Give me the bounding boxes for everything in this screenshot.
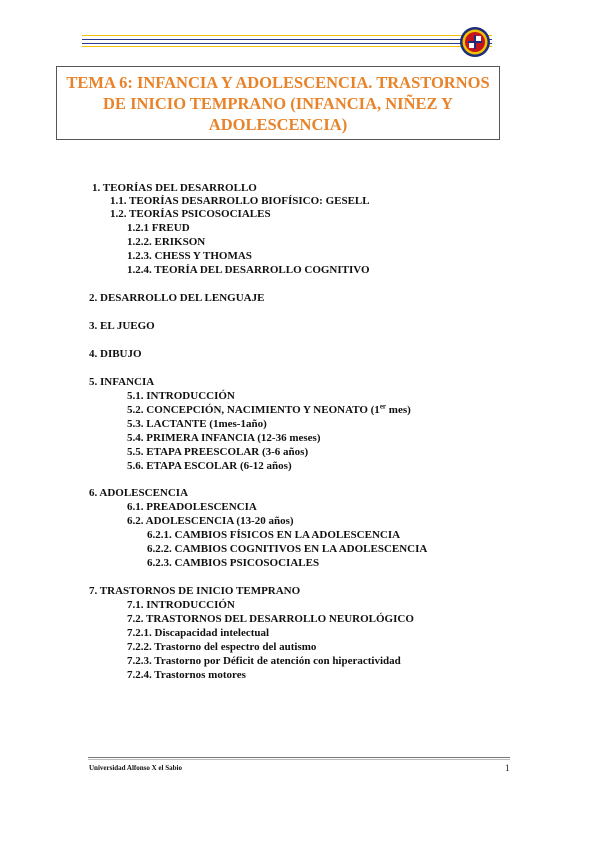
toc-item: 5.3. LACTANTE (1mes-1año) — [127, 418, 267, 430]
toc-item: 5.4. PRIMERA INFANCIA (12-36 meses) — [127, 432, 321, 444]
footer-university: Universidad Alfonso X el Sabio — [89, 764, 182, 772]
toc-item: 6.2.3. CAMBIOS PSICOSOCIALES — [147, 557, 320, 569]
toc-item: 1.2.3. CHESS Y THOMAS — [127, 250, 252, 262]
header-rules — [82, 35, 492, 49]
toc-item: 1.2. TEORÍAS PSICOSOCIALES — [110, 208, 271, 220]
toc-item: 6.1. PREADOLESCENCIA — [127, 501, 257, 513]
footer-rule — [88, 757, 510, 758]
toc-item: 5.5. ETAPA PREESCOLAR (3-6 años) — [127, 446, 309, 458]
toc-item: 5.2. CONCEPCIÓN, NACIMIENTO Y NEONATO (1er mes) — [127, 402, 411, 416]
toc-item: 7.2.1. Discapacidad intelectual — [127, 627, 270, 639]
toc-item: 7.2. TRASTORNOS DEL DESARROLLO NEUROLÓGICO — [127, 613, 414, 625]
toc-item: 7.2.2. Trastorno del espectro del autismo — [127, 641, 317, 653]
toc-item: 6. ADOLESCENCIA — [89, 487, 189, 499]
toc-item: 5.6. ETAPA ESCOLAR (6-12 años) — [127, 460, 292, 472]
page-title: TEMA 6: INFANCIA Y ADOLESCENCIA. TRASTORNOS DE INICIO TEMPRANO (INFANCIA, NIÑEZ Y ADOLESCENCIA) — [66, 72, 490, 134]
toc-item: 7.2.4. Trastornos motores — [127, 669, 246, 681]
toc-item: 6.2. ADOLESCENCIA (13-20 años) — [127, 515, 294, 527]
toc-item: 7.1. INTRODUCCIÓN — [127, 599, 235, 611]
toc-item: 1.2.1 FREUD — [127, 222, 190, 234]
footer-rule — [88, 759, 510, 760]
toc-item: 6.2.2. CAMBIOS COGNITIVOS EN LA ADOLESCENCIA — [147, 543, 428, 555]
toc-item: 2. DESARROLLO DEL LENGUAJE — [89, 292, 265, 304]
toc-item: 6.2.1. CAMBIOS FÍSICOS EN LA ADOLESCENCIA — [147, 529, 401, 541]
toc-item: 5.1. INTRODUCCIÓN — [127, 390, 235, 402]
toc-item: 1.1. TEORÍAS DESARROLLO BIOFÍSICO: GESELL — [110, 195, 370, 207]
page-number: 1 — [505, 763, 510, 773]
title-box — [56, 66, 500, 140]
toc-item: 4. DIBUJO — [89, 348, 142, 360]
toc-item: 7.2.3. Trastorno por Déficit de atención con hiperactividad — [127, 655, 401, 667]
toc-item: 5. INFANCIA — [89, 376, 155, 388]
toc-item: 1. TEORÍAS DEL DESARROLLO — [92, 182, 257, 194]
toc-item: 1.2.2. ERIKSON — [127, 236, 206, 248]
university-seal-icon — [459, 26, 491, 58]
toc-item: 7. TRASTORNOS DE INICIO TEMPRANO — [89, 585, 301, 597]
toc-item: 1.2.4. TEORÍA DEL DESARROLLO COGNITIVO — [127, 264, 370, 276]
toc-item: 3. EL JUEGO — [89, 320, 155, 332]
